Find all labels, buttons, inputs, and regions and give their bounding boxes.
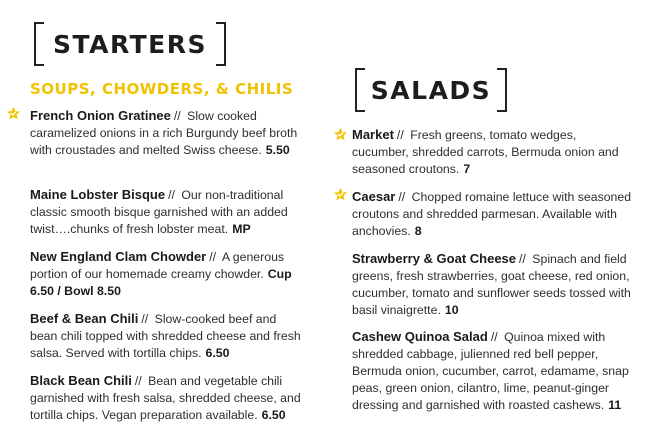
item-price: 10: [444, 303, 459, 317]
item-separator: //: [173, 109, 181, 123]
item-description: Chopped romaine lettuce with seasoned croutons and shredded parmesan. Available with anchovies.: [352, 190, 632, 238]
menu-item: [30, 107, 302, 159]
item-price: MP: [232, 222, 251, 236]
item-separator: //: [519, 252, 526, 266]
item-name: Cashew Quinoa Salad: [352, 329, 488, 344]
soups-subheading: SOUPS, CHOWDERS, & CHILIS: [30, 80, 294, 98]
item-description: Spinach and field greens, fresh strawberries, goat cheese, red onion, cucumber, tomato and sunflower seeds tossed with basil vinaigrette.: [352, 252, 631, 317]
item-separator: //: [141, 312, 149, 326]
starters-heading-text: STARTERS: [53, 29, 207, 59]
item-separator: //: [209, 250, 217, 264]
item-description: Our non-traditional classic smooth bisque garnished with an added twist….chunks of fresh lobster meat.: [30, 188, 288, 236]
item-separator: //: [168, 188, 175, 202]
item-description: Bean and vegetable chili garnished with fresh salsa, shredded cheese, and tortilla chips. Vegan preparation available.: [30, 374, 301, 422]
menu-item: [352, 188, 634, 240]
item-price: 6.50: [205, 346, 230, 360]
item-separator: //: [398, 190, 406, 204]
item-description: Fresh greens, tomato wedges, cucumber, shredded carrots, Bermuda onion and seasoned croutons.: [352, 128, 619, 176]
star-badge-icon: [6, 106, 21, 121]
item-price: 7: [463, 162, 471, 176]
item-price: Cup 6.50 / Bowl 8.50: [30, 267, 292, 298]
star-badge-icon: [333, 187, 348, 202]
item-price: 5.50: [265, 143, 290, 157]
item-description: A generous portion of our homemade creamy chowder.: [30, 250, 285, 281]
item-name: Strawberry & Goat Cheese: [352, 251, 517, 266]
item-separator: //: [490, 330, 498, 344]
menu-item: [352, 126, 634, 178]
item-price: 8: [414, 224, 422, 238]
item-description: Slow cooked caramelized onions in a rich Burgundy beef broth with croustades and melted Swiss cheese.: [30, 109, 298, 157]
item-description: Quinoa mixed with shredded cabbage, julienned red bell pepper, Bermuda onion, cucumber, carrot, edamame, snap peas, green onion, cilantro, lime, peanut-ginger dressing and garnished with roasted cashews.: [352, 330, 629, 412]
item-description: Slow-cooked beef and bean chili topped with shredded cheese and fresh salsa. Served with tortilla chips.: [30, 312, 301, 360]
item-name: French Onion Gratinee: [30, 108, 171, 123]
menu-item: [30, 372, 302, 424]
item-name: Black Bean Chili: [30, 373, 132, 388]
menu-item: [30, 248, 302, 300]
item-name: Caesar: [352, 189, 396, 204]
item-price: 11: [608, 398, 622, 412]
item-name: New England Clam Chowder: [30, 249, 207, 264]
menu-item: [352, 250, 634, 319]
item-separator: //: [134, 374, 142, 388]
menu-item: [30, 186, 302, 238]
salads-heading: [355, 68, 507, 112]
item-name: Maine Lobster Bisque: [30, 187, 166, 202]
starters-heading: [34, 22, 226, 66]
salads-heading-text: SALADS: [370, 75, 492, 105]
menu-item: [352, 328, 634, 414]
item-name: Market: [352, 127, 394, 142]
item-price: 6.50: [261, 408, 286, 422]
item-name: Beef & Bean Chili: [30, 311, 139, 326]
star-badge-icon: [333, 127, 348, 142]
item-separator: //: [396, 128, 404, 142]
menu-item: [30, 310, 302, 362]
